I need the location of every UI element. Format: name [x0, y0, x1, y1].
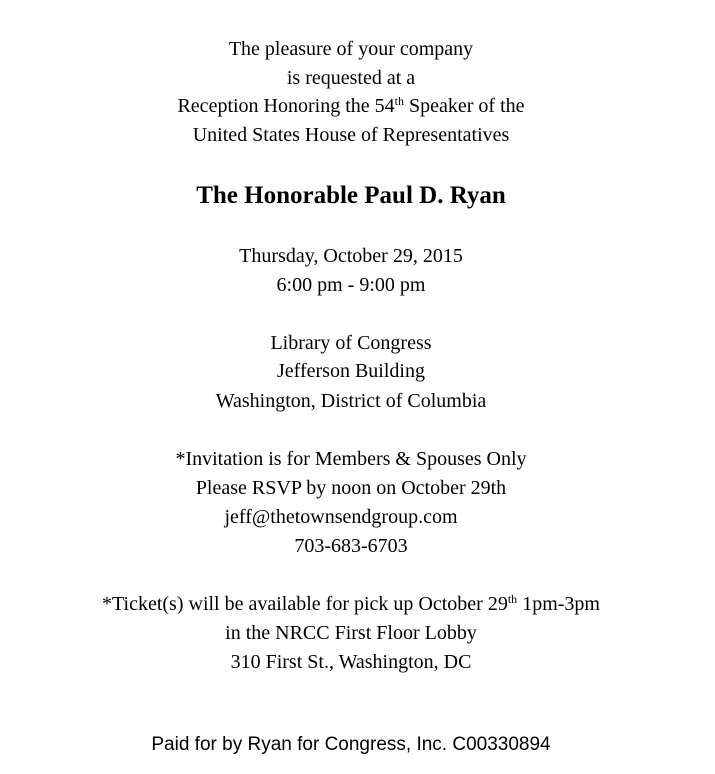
intro-line-4: United States House of Representatives — [192, 124, 510, 146]
venue-line-3: Washington, District of Columbia — [215, 390, 487, 412]
intro-line-3-start: Reception Honoring the 54 — [177, 95, 395, 117]
venue-line-1: Library of Congress — [270, 332, 432, 354]
paid-for-disclaimer: Paid for by Ryan for Congress, Inc. C00330894 — [151, 734, 551, 755]
ticket-line-start: *Ticket(s) will be available for pick up October 29 — [102, 593, 508, 615]
ticket-line-end: 1pm-3pm — [517, 593, 600, 615]
intro-line-1: The pleasure of your company — [228, 38, 474, 60]
event-time: 6:00 pm - 9:00 pm — [276, 274, 426, 296]
ticket-line — [0, 592, 702, 616]
intro-line-3 — [0, 94, 702, 118]
event-date: Thursday, October 29, 2015 — [239, 245, 463, 267]
invitation-note: *Invitation is for Members & Spouses Only — [175, 448, 527, 470]
intro-line-3-end: Speaker of the — [404, 95, 525, 117]
venue-line-2: Jefferson Building — [277, 360, 425, 382]
rsvp-email: jeff@thetownsendgroup.com — [224, 506, 458, 528]
ticket-location: in the NRCC First Floor Lobby — [225, 622, 477, 644]
ticket-address: 310 First St., Washington, DC — [230, 651, 472, 673]
ordinal-suffix: th — [394, 94, 404, 108]
honoree-name: The Honorable Paul D. Ryan — [196, 182, 506, 209]
rsvp-line: Please RSVP by noon on October 29th — [195, 477, 507, 499]
rsvp-phone: 703-683-6703 — [294, 535, 408, 557]
intro-line-2: is requested at a — [286, 67, 416, 89]
ticket-ordinal-suffix: th — [507, 592, 518, 606]
